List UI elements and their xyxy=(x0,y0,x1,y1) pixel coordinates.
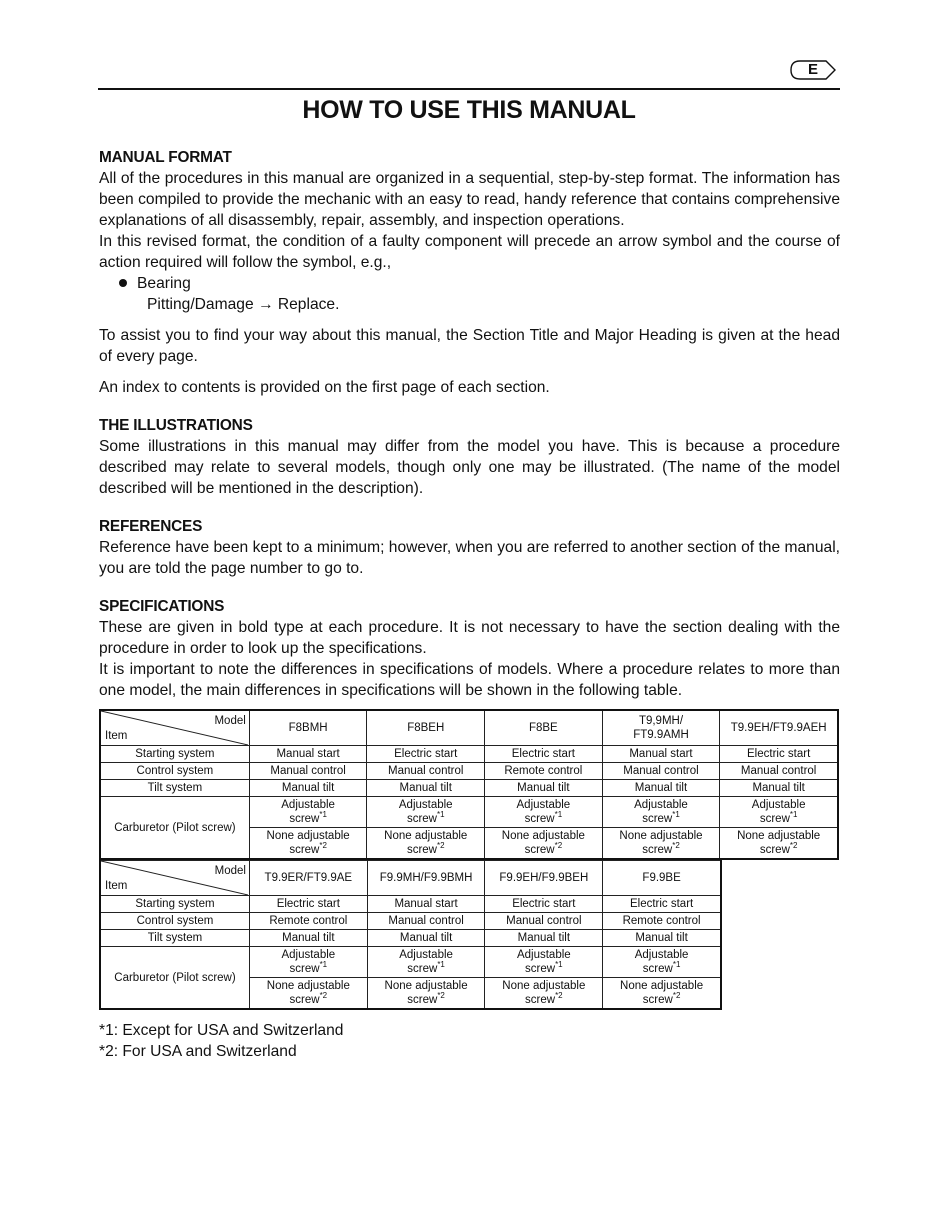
row-label: Starting system xyxy=(100,896,249,913)
model-header: T9,9MH/ FT9.9AMH xyxy=(602,710,720,746)
model-header: T9.9EH/FT9.9AEH xyxy=(720,710,838,746)
row-label: Tilt system xyxy=(100,780,249,797)
row-label: Carburetor (Pilot screw) xyxy=(100,947,249,1010)
bullet-icon xyxy=(119,279,127,287)
row-label: Starting system xyxy=(100,746,249,763)
table-cell: Manual tilt xyxy=(603,930,721,947)
none-adj-cell: None adjustable screw$^{*2}$ xyxy=(367,828,485,860)
table-row xyxy=(100,913,721,930)
table-cell: Electric start xyxy=(720,746,838,763)
table-cell: Manual control xyxy=(367,913,485,930)
paragraph: In this revised format, the condition of a faulty component will precede an arrow symbol and the course of action required will follow the symbol, e.g., xyxy=(99,233,840,271)
table-cell: Remote control xyxy=(249,913,367,930)
table-header-row xyxy=(100,861,721,896)
corner-cell xyxy=(100,710,249,746)
model-header: T9.9ER/FT9.9AE xyxy=(249,861,367,896)
paragraph: Reference have been kept to a minimum; however, when you are referred to another section of the manual, you are told the page number to go to. xyxy=(99,539,840,577)
adj-cell: Adjustable screw$^{*1}$ xyxy=(367,947,485,978)
paragraph: An index to contents is provided on the first page of each section. xyxy=(99,379,550,396)
paragraph: It is important to note the differences in specifications of models. Where a procedure relates to more than one model, the main differences in specifications will be shown in the following table. xyxy=(99,661,840,699)
model-label: Model xyxy=(214,715,246,727)
item-label: Item xyxy=(105,880,128,892)
table-cell: Electric start xyxy=(249,896,367,913)
table-row xyxy=(100,896,721,913)
row-label: Carburetor (Pilot screw) xyxy=(100,797,249,860)
none-adj-cell: None adjustable screw$^{*2}$ xyxy=(603,978,721,1010)
table-cell: Manual tilt xyxy=(720,780,838,797)
table-row xyxy=(100,780,838,797)
table-cell: Manual tilt xyxy=(485,780,603,797)
spec-table-1 xyxy=(99,709,839,860)
table-cell: Electric start xyxy=(485,896,603,913)
model-header: F9.9MH/F9.9BMH xyxy=(367,861,485,896)
table-row xyxy=(100,763,838,780)
model-header: F8BEH xyxy=(367,710,485,746)
footnote: *2: For USA and Switzerland xyxy=(99,1043,297,1060)
none-adj-cell: None adjustable screw$^{*2}$ xyxy=(485,828,603,860)
model-label: Model xyxy=(214,865,246,877)
row-label: Control system xyxy=(100,913,249,930)
none-adj-cell: None adjustable screw$^{*2}$ xyxy=(720,828,838,860)
row-label: Control system xyxy=(100,763,249,780)
example-action: Pitting/Damage → Replace. xyxy=(147,296,340,313)
section-heading: THE ILLUSTRATIONS xyxy=(99,417,253,434)
section-heading: SPECIFICATIONS xyxy=(99,598,225,615)
model-header: F9.9EH/F9.9BEH xyxy=(485,861,603,896)
none-adj-cell: None adjustable screw$^{*2}$ xyxy=(367,978,485,1010)
table-cell: Manual control xyxy=(720,763,838,780)
page-title: HOW TO USE THIS MANUAL xyxy=(302,96,636,124)
page-content xyxy=(99,148,840,1062)
table-row xyxy=(100,930,721,947)
adj-cell: Adjustable screw$^{*1}$ xyxy=(367,797,485,828)
paragraph: All of the procedures in this manual are organized in a sequential, step-by-step format. The information has been compiled to provide the mechanic with an easy to read, handy reference that contains comprehensive explanations of all disassembly, repair, assembly, and inspection operations. xyxy=(99,170,840,229)
table-cell: Electric start xyxy=(485,746,603,763)
corner-cell xyxy=(100,861,249,896)
table-header-row xyxy=(100,710,838,746)
table-row xyxy=(100,746,838,763)
table-cell: Manual tilt xyxy=(602,780,720,797)
table-cell: Manual tilt xyxy=(367,780,485,797)
none-adj-cell: None adjustable screw$^{*2}$ xyxy=(485,978,603,1010)
table-cell: Manual control xyxy=(602,763,720,780)
model-header: F8BMH xyxy=(249,710,367,746)
table-cell: Electric start xyxy=(603,896,721,913)
badge-letter: E xyxy=(807,61,818,78)
model-header: F8BE xyxy=(485,710,603,746)
adj-cell: Adjustable screw$^{*1}$ xyxy=(249,797,367,828)
table-cell: Remote control xyxy=(485,763,603,780)
paragraph: These are given in bold type at each procedure. It is not necessary to have the section dealing with the procedure in order to look up the specifications. xyxy=(99,619,840,657)
row-label: Tilt system xyxy=(100,930,249,947)
adj-cell: Adjustable screw$^{*1}$ xyxy=(249,947,367,978)
section-heading: REFERENCES xyxy=(99,518,203,535)
table-cell: Electric start xyxy=(367,746,485,763)
none-adj-cell: None adjustable screw$^{*2}$ xyxy=(249,978,367,1010)
table-cell: Manual control xyxy=(485,913,603,930)
paragraph: To assist you to find your way about this manual, the Section Title and Major Heading is given at the head of every page. xyxy=(99,327,840,365)
header-rule xyxy=(98,88,840,90)
table-cell: Manual tilt xyxy=(249,780,367,797)
model-header: F9.9BE xyxy=(603,861,721,896)
table-row xyxy=(100,797,838,828)
adj-cell: Adjustable screw$^{*1}$ xyxy=(485,797,603,828)
language-badge xyxy=(790,60,836,80)
adj-cell: Adjustable screw$^{*1}$ xyxy=(602,797,720,828)
example-item: Bearing xyxy=(137,275,191,292)
section-heading: MANUAL FORMAT xyxy=(99,149,232,166)
table-cell: Manual control xyxy=(367,763,485,780)
table-cell: Manual tilt xyxy=(249,930,367,947)
adj-cell: Adjustable screw$^{*1}$ xyxy=(485,947,603,978)
footnote: *1: Except for USA and Switzerland xyxy=(99,1022,344,1039)
item-label: Item xyxy=(105,730,128,742)
none-adj-cell: None adjustable screw$^{*2}$ xyxy=(249,828,367,860)
table-cell: Manual start xyxy=(367,896,485,913)
adj-cell: Adjustable screw$^{*1}$ xyxy=(603,947,721,978)
adj-cell: Adjustable screw$^{*1}$ xyxy=(720,797,838,828)
table-cell: Manual start xyxy=(602,746,720,763)
table-cell: Manual start xyxy=(249,746,367,763)
example-bullet xyxy=(119,273,840,294)
table-cell: Manual tilt xyxy=(485,930,603,947)
table-row xyxy=(100,947,721,978)
footnotes xyxy=(99,1020,840,1062)
paragraph: Some illustrations in this manual may differ from the model you have. This is because a procedure described may relate to several models, though only one may be illustrated. (The name of the model described will be mentioned in the description). xyxy=(99,438,840,497)
table-cell: Remote control xyxy=(603,913,721,930)
none-adj-cell: None adjustable screw$^{*2}$ xyxy=(602,828,720,860)
spec-table-2 xyxy=(99,860,722,1010)
table-cell: Manual tilt xyxy=(367,930,485,947)
table-cell: Manual control xyxy=(249,763,367,780)
